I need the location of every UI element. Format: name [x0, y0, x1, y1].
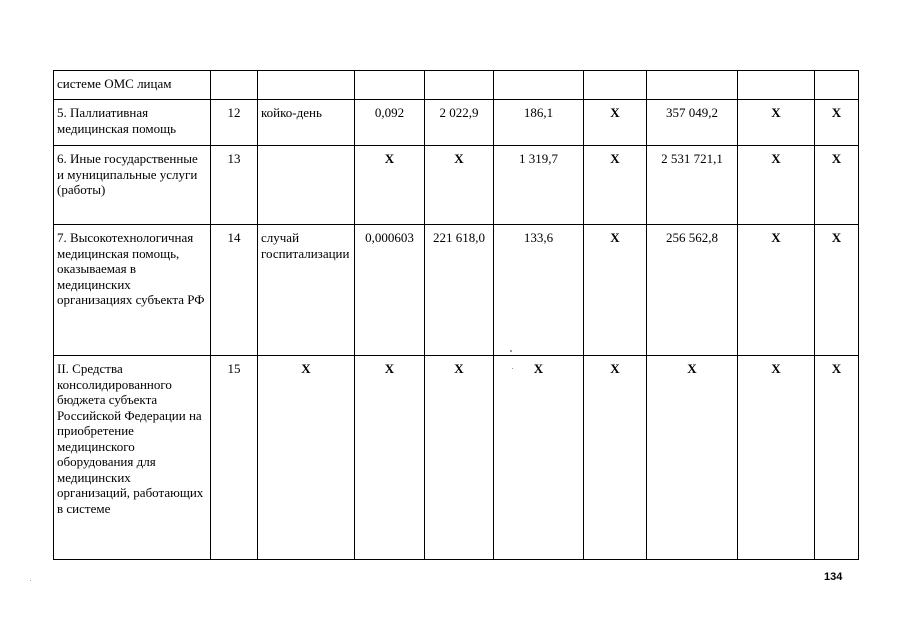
cell-col5	[425, 71, 494, 100]
cell-col4: 0,000603	[355, 225, 425, 356]
cell-col6: X	[494, 356, 584, 560]
row-unit: X	[258, 356, 355, 560]
cell-col5: X	[425, 146, 494, 225]
cell-col5: X	[425, 356, 494, 560]
cell-col10: X	[815, 100, 859, 146]
cell-col6	[494, 71, 584, 100]
cell-col7: X	[584, 100, 647, 146]
data-table	[53, 70, 859, 560]
cell-col10	[815, 71, 859, 100]
row-name: 6. Иные государственные и муниципальные услуги (работы)	[54, 146, 211, 225]
row-code: 13	[211, 146, 258, 225]
row-name: системе ОМС лицам	[54, 71, 211, 100]
scan-speck	[30, 580, 31, 581]
table-row	[54, 100, 859, 146]
cell-col9: X	[738, 225, 815, 356]
table-row	[54, 356, 859, 560]
scan-speck	[512, 368, 513, 369]
cell-col8: 256 562,8	[647, 225, 738, 356]
row-code	[211, 71, 258, 100]
table-row	[54, 146, 859, 225]
table-row	[54, 225, 859, 356]
cell-col7	[584, 71, 647, 100]
row-code: 12	[211, 100, 258, 146]
cell-col7: X	[584, 225, 647, 356]
cell-col10: X	[815, 356, 859, 560]
page-number: 134	[824, 571, 843, 583]
cell-col8	[647, 71, 738, 100]
cell-col8: 2 531 721,1	[647, 146, 738, 225]
row-name: 7. Высокотехнологичная медицинская помощь, оказываемая в медицинских организациях субъекта РФ	[54, 225, 211, 356]
row-unit: случай госпитализации	[258, 225, 355, 356]
cell-col7: X	[584, 146, 647, 225]
cell-col5: 2 022,9	[425, 100, 494, 146]
cell-col4: X	[355, 356, 425, 560]
row-code: 14	[211, 225, 258, 356]
row-name: 5. Паллиативная медицинская помощь	[54, 100, 211, 146]
cell-col6: 1 319,7	[494, 146, 584, 225]
row-unit	[258, 146, 355, 225]
cell-col9	[738, 71, 815, 100]
row-code: 15	[211, 356, 258, 560]
cell-col7: X	[584, 356, 647, 560]
cell-col8: X	[647, 356, 738, 560]
cell-col9: X	[738, 146, 815, 225]
cell-col10: X	[815, 225, 859, 356]
cell-col9: X	[738, 100, 815, 146]
cell-col4: X	[355, 146, 425, 225]
cell-col4: 0,092	[355, 100, 425, 146]
row-unit: койко-день	[258, 100, 355, 146]
cell-col9: X	[738, 356, 815, 560]
cell-col6: 186,1	[494, 100, 584, 146]
row-unit	[258, 71, 355, 100]
cell-col6: 133,6	[494, 225, 584, 356]
cell-col4	[355, 71, 425, 100]
scan-speck	[510, 350, 512, 352]
row-name: II. Средства консолидированного бюджета субъекта Российской Федерации на приобретение медицинского оборудования для медицинских организаций, работающих в системе	[54, 356, 211, 560]
cell-col8: 357 049,2	[647, 100, 738, 146]
table-row	[54, 71, 859, 100]
cell-col5: 221 618,0	[425, 225, 494, 356]
cell-col10: X	[815, 146, 859, 225]
